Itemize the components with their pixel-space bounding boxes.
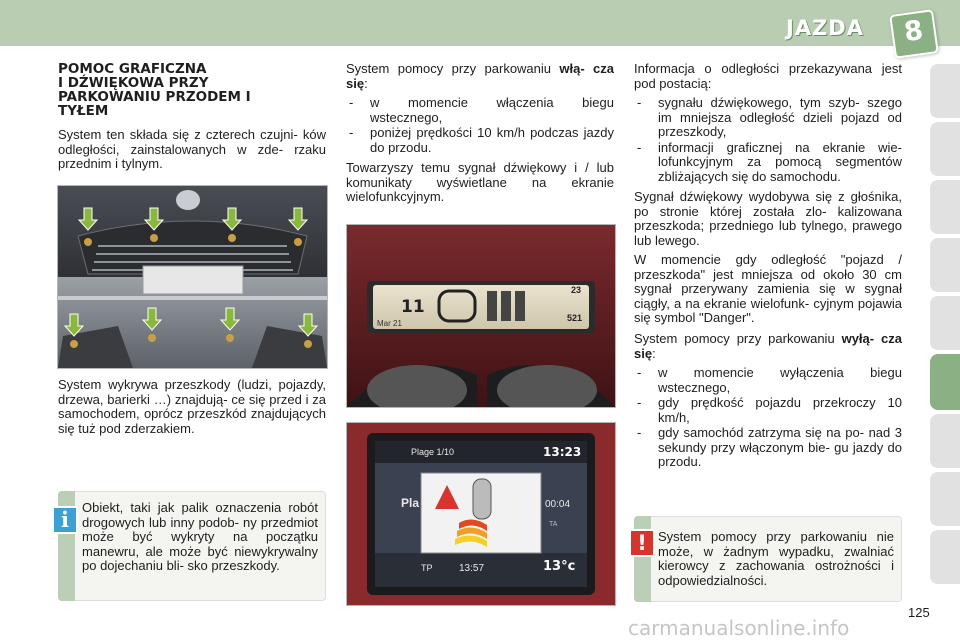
side-tab[interactable] (930, 180, 960, 234)
side-tab[interactable] (930, 530, 960, 584)
display-top-right: 23 (571, 285, 582, 295)
display-right-number: 521 (567, 313, 583, 323)
display-left-number: 11 (401, 297, 425, 317)
intro-paragraph: System ten składa się z czterech czujni- ków odległości, zainstalowanych w zde- rzaku przednim i tylnym. (58, 127, 326, 171)
side-tab[interactable] (930, 238, 960, 292)
list-item: - informacji graficznej na ekranie wie- lofunkcyjnym za pomocą segmentów zbliżających się do samochodu. (634, 141, 902, 185)
info-note (58, 491, 326, 601)
deactivation-intro: System pomocy przy parkowaniu wyłą- cza się: (634, 331, 902, 361)
side-tab[interactable] (930, 414, 960, 468)
detection-paragraph: System wykrywa przeszkody (ludzi, pojazdy, drzewa, barierki …) znajdują- ce się przed i za samochodem, oprócz przeszkód znajdujących się tuż pod zderzakiem. (58, 377, 326, 436)
list-item: - w momencie włączenia biegu wstecznego, (346, 96, 614, 125)
page-header (0, 0, 960, 46)
info-icon: i (52, 506, 78, 534)
screen-time: 13:23 (543, 445, 582, 459)
dashboard-display-photo (346, 224, 616, 408)
side-tab[interactable] (930, 472, 960, 526)
screen-item-time: 00:04 (545, 499, 571, 510)
bumper-sensors-photo (57, 185, 328, 369)
column-left (58, 62, 326, 177)
info-note-text: Obiekt, taki jak palik oznaczenia robót drogowych lub inny podob- ny przedmiot może być wykryty na początku manewru, ale może być niewykrywalny po dojechaniu bli- sko przeszkody. (82, 500, 318, 573)
column-middle (346, 62, 614, 210)
display-date: Mar 21 (377, 319, 402, 328)
side-tab-active[interactable] (930, 354, 960, 410)
column-left-body (58, 378, 326, 441)
screen-bottom-time: 13:57 (459, 563, 485, 574)
column-right (634, 62, 902, 331)
multifunction-screen-photo (346, 422, 616, 606)
screen-item-label: Pla (401, 496, 420, 510)
activation-list (346, 96, 614, 155)
section-heading: POMOC GRAFICZNA I DŹWIĘKOWA PRZY PARKOWANIU PRZODEM I TYŁEM (58, 61, 251, 119)
side-tab[interactable] (930, 122, 960, 176)
screen-bottom-tp: TP (421, 563, 433, 573)
side-tab[interactable] (930, 64, 960, 118)
list-item: - poniżej prędkości 10 km/h podczas jazdy do przodu. (346, 126, 614, 155)
signal-paragraph: Towarzyszy temu sygnał dźwiękowy i / lub komunikaty wyświetlane na ekranie wielofunkcyjnym. (346, 160, 614, 204)
screen-title: Plage 1/10 (411, 447, 455, 457)
watermark: carmanualsonline.info (628, 616, 850, 640)
warning-note-text: System pomocy przy parkowaniu nie może, w żadnym wypadku, zwalniać kierowcy z zachowania ostrożności i odpowiedzialności. (658, 529, 894, 588)
danger-paragraph: W momencie gdy odległość "pojazd / przeszkoda" jest mniejsza od około 30 cm sygnał przerywany zamienia się w sygnał ciągły, a na ekranie wielofunk- cyjnym pojawia się symbol "Danger". (634, 252, 902, 325)
list-item: - gdy samochód zatrzyma się na po- nad 3 sekundy przy włączonym bie- gu jazdy do przodu. (634, 426, 902, 470)
column-right-off (634, 332, 902, 476)
activation-intro: System pomocy przy parkowaniu włą- cza się: (346, 61, 615, 91)
screen-temperature: 13°c (543, 559, 576, 574)
warning-icon: ! (629, 529, 655, 557)
list-item: - gdy prędkość pojazdu przekroczy 10 km/h, (634, 396, 902, 425)
screen-side-label: TA (549, 521, 558, 528)
deactivation-list (634, 366, 902, 470)
list-item: - w momencie wyłączenia biegu wstecznego, (634, 366, 902, 395)
chapter-badge (889, 9, 939, 59)
distance-intro: Informacja o odległości przekazywana jest pod postacią: (634, 61, 902, 91)
list-item: - sygnału dźwiękowego, tym szyb- szego im mniejsza odległość dzieli pojazd od przeszkody, (634, 96, 902, 140)
section-title: JAZDA (786, 16, 864, 40)
warning-note (634, 516, 902, 602)
speaker-paragraph: Sygnał dźwiękowy wydobywa się z głośnika, po stronie której została zlo- kalizowana przeszkoda; przedniego lub tylnego, prawego lub lewego. (634, 189, 902, 248)
chapter-number: 8 (902, 14, 926, 49)
distance-list (634, 96, 902, 184)
page-number: 125 (908, 605, 930, 620)
side-tab[interactable] (930, 296, 960, 350)
